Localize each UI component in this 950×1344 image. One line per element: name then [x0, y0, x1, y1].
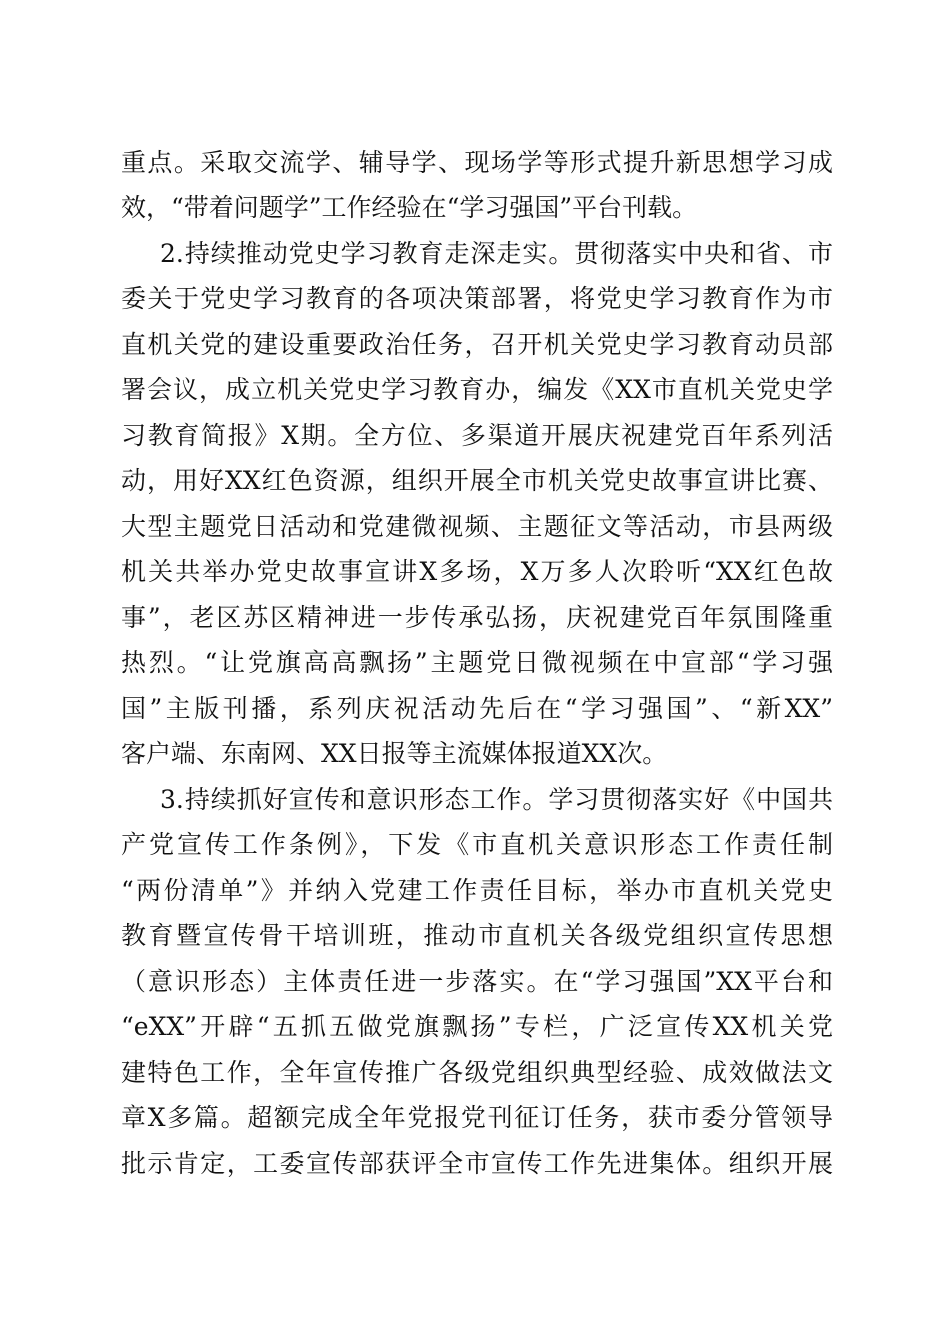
paragraph-line: 习教育简报》X期。全方位、多渠道开展庆祝建党百年系列活 [121, 421, 833, 450]
paragraph-line: 动，用好XX红色资源，组织开展全市机关党史故事宣讲比赛、 [121, 466, 833, 495]
paragraph-line: 建特色工作，全年宣传推广各级党组织典型经验、成效做法文 [121, 1058, 833, 1087]
paragraph-line: 客户端、东南网、XX日报等主流媒体报道XX次。 [121, 739, 668, 768]
paragraph-line: 3.持续抓好宣传和意识形态工作。学习贯彻落实好《中国共 [160, 785, 833, 814]
paragraph-line: 效，“带着问题学”工作经验在“学习强国”平台刊载。 [121, 193, 698, 222]
paragraph-line: 2.持续推动党史学习教育走深走实。贯彻落实中央和省、市 [160, 239, 833, 268]
paragraph-line: 章X多篇。超额完成全年党报党刊征订任务，获市委分管领导 [121, 1103, 833, 1132]
paragraph-line: 事”，老区苏区精神进一步传承弘扬，庆祝建党百年氛围隆重 [121, 603, 833, 632]
paragraph-line: 批示肯定，工委宣传部获评全市宣传工作先进集体。组织开展 [121, 1149, 833, 1178]
paragraph-line: 热烈。“让党旗高高飘扬”主题党日微视频在中宣部“学习强 [121, 648, 833, 677]
paragraph-line: “两份清单”》并纳入党建工作责任目标，举办市直机关党史 [121, 876, 833, 905]
paragraph-line: 机关共举办党史故事宣讲X多场，X万多人次聆听“XX红色故 [121, 557, 833, 586]
paragraph-line: “eXX”开辟“五抓五做党旗飘扬”专栏，广泛宣传XX机关党 [121, 1012, 833, 1041]
paragraph-line: （意识形态）主体责任进一步落实。在“学习强国”XX平台和 [121, 967, 833, 996]
paragraph-line: 委关于党史学习教育的各项决策部署，将党史学习教育作为市 [121, 284, 833, 313]
paragraph-line: 直机关党的建设重要政治任务，召开机关党史学习教育动员部 [121, 330, 833, 359]
paragraph-line: 署会议，成立机关党史学习教育办，编发《XX市直机关党史学 [121, 375, 833, 404]
paragraph-line: 教育暨宣传骨干培训班，推动市直机关各级党组织宣传思想 [121, 921, 833, 950]
paragraph-line: 重点。采取交流学、辅导学、现场学等形式提升新思想学习成 [121, 148, 833, 177]
paragraph-line: 国”主版刊播，系列庆祝活动先后在“学习强国”、“新XX” [121, 694, 833, 723]
paragraph-line: 大型主题党日活动和党建微视频、主题征文等活动，市县两级 [121, 512, 833, 541]
paragraph-line: 产党宣传工作条例》，下发《市直机关意识形态工作责任制 [121, 830, 833, 859]
